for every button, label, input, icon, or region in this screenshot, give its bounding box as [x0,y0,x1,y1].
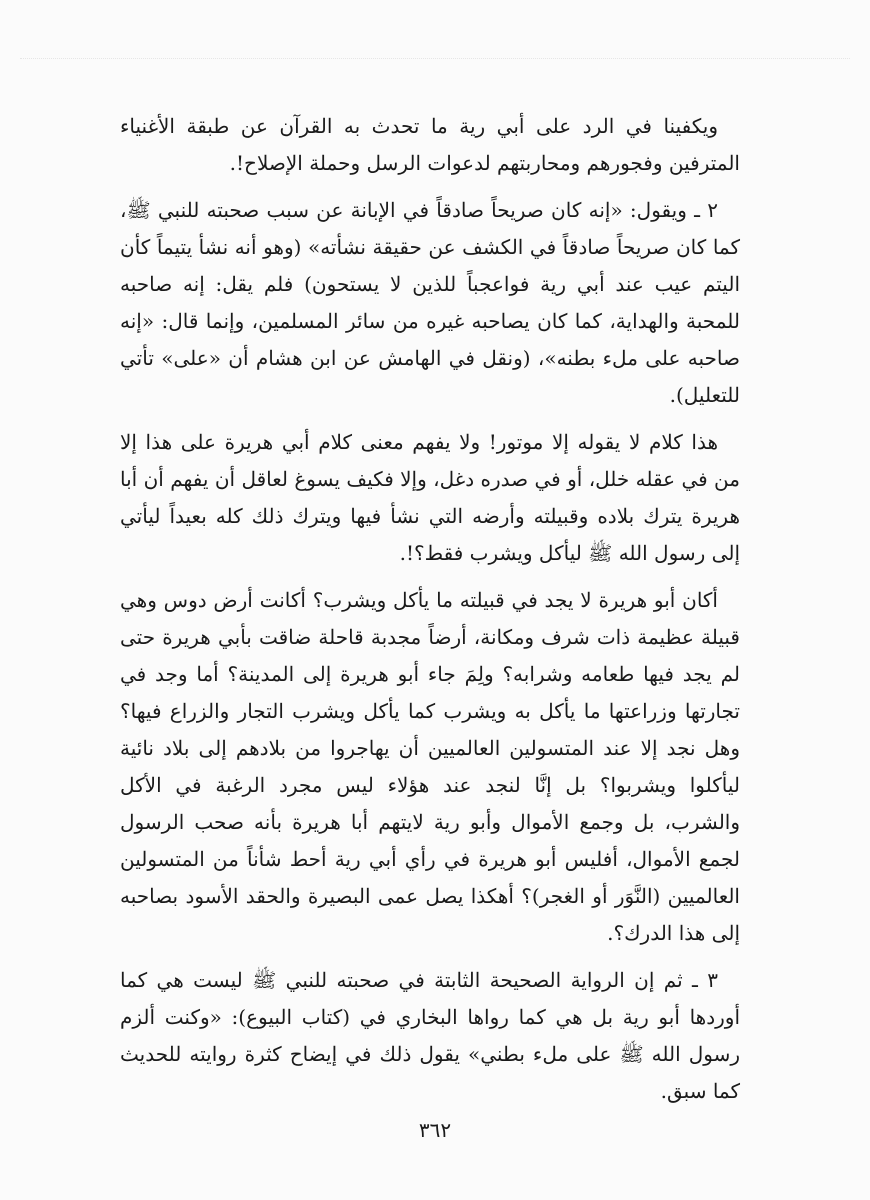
paragraph-1: ويكفينا في الرد على أبي رية ما تحدث به القرآن عن طبقة الأغنياء المترفين وفجورهم ومحاربتهم لدعوات الرسل وحملة الإصلاح!. [120,114,740,175]
paragraph-4: أكان أبو هريرة لا يجد في قبيلته ما يأكل ويشرب؟ أكانت أرض دوس وهي قبيلة عظيمة ذات شرف ومكانة، أرضاً مجدبة قاحلة ضاقت بأبي هريرة حتى لم يجد فيها طعامه وشرابه؟ ولِمَ جاء أبو هريرة إلى المدينة؟ أما وجد في تجارتها وزراعتها ما يأكل به ويشرب كما يأكل ويشرب التجار والزراع فيها؟ وهل نجد إلا عند المتسولين العالميين أن يهاجروا من بلادهم إلى بلاد نائية ليأكلوا ويشربوا؟ بل إنَّا لنجد عند هؤلاء ليس مجرد الرغبة في الأكل والشرب، بل وجمع الأموال وأبو رية لايتهم أبا هريرة بأنه صحب الرسول لجمع الأموال، أفليس أبو هريرة في رأي أبي رية أحط شأناً من المتسولين العالميين (النَّوَر أو الغجر)؟ أهكذا يصل عمى البصيرة والحقد الأسود بصاحبه إلى هذا الدرك؟. [120,588,740,945]
paragraph-3: هذا كلام لا يقوله إلا موتور! ولا يفهم معنى كلام أبي هريرة على هذا إلا من في عقله خلل، أو في صدره دغل، وإلا فكيف يسوغ لعاقل أن يفهم أن أبا هريرة يترك بلاده وقبيلته وأرضه التي نشأ فيها ويترك ذلك كله بعيداً ليأتي إلى رسول الله ﷺ ليأكل ويشرب فقط؟!. [120,430,740,565]
body-text [120,108,740,1120]
page-number: ٣٦٢ [418,1118,452,1142]
scan-edge-line [20,58,850,69]
paragraph-5: ٣ ـ ثم إن الرواية الصحيحة الثابتة في صحبته للنبي ﷺ ليست هي كما أوردها أبو رية بل هي كما رواها البخاري في (كتاب البيوع): «وكنت ألزم رسول الله ﷺ على ملء بطني» يقول ذلك في إيضاح كثرة روايته للحديث كما سبق. [120,968,740,1103]
paragraph-2: ٢ ـ ويقول: «إنه كان صريحاً صادقاً في الإبانة عن سبب صحبته للنبي ﷺ، كما كان صريحاً صادقاً في الكشف عن حقيقة نشأته» (وهو أنه نشأ يتيماً كأن اليتم عيب عند أبي رية فواعجباً للذين لا يستحون) فلم يقل: إنه صاحبه للمحبة والهداية، كما كان يصاحبه غيره من سائر المسلمين، وإنما قال: «إنه صاحبه على ملء بطنه»، (ونقل في الهامش عن ابن هشام أن «على» تأتي للتعليل). [120,198,740,407]
